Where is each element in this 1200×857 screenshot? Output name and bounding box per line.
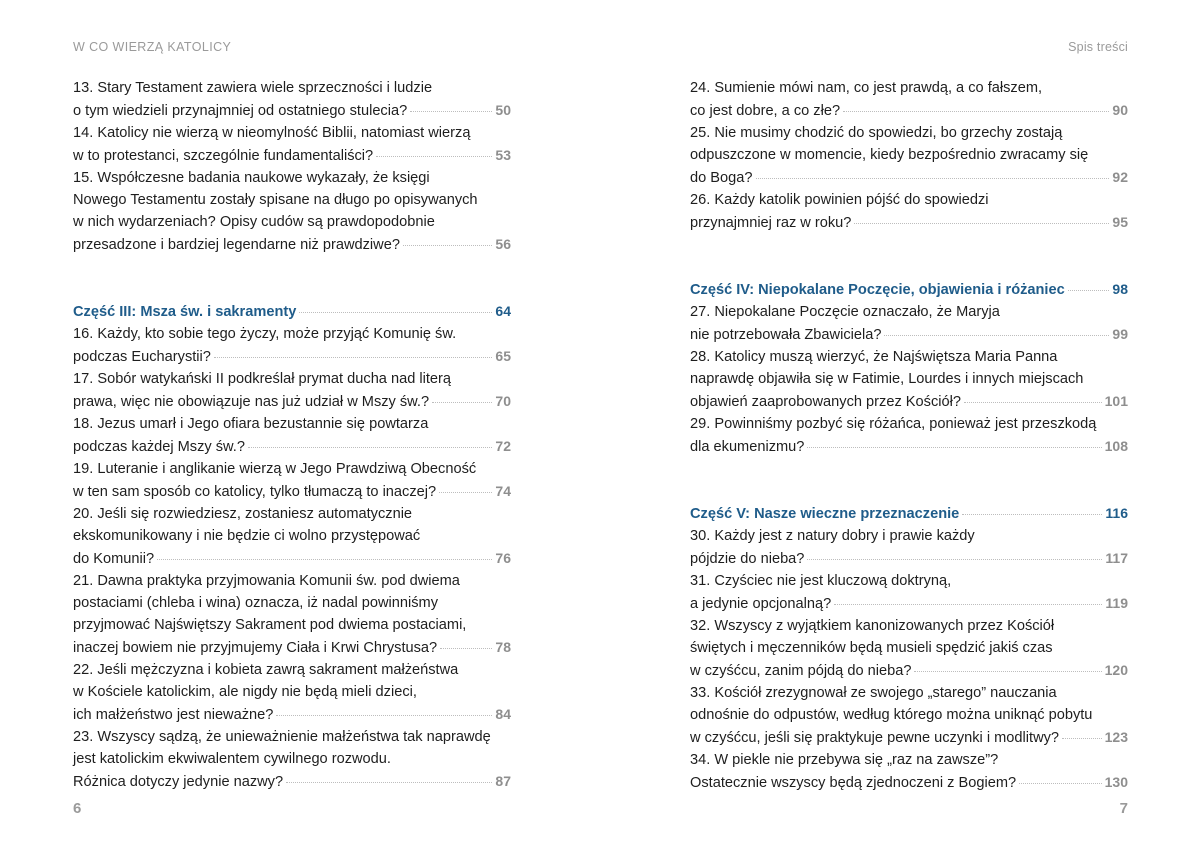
toc-entry[interactable]	[73, 167, 511, 256]
left-page	[73, 0, 511, 857]
toc-page-number: 101	[1104, 393, 1128, 409]
toc-entry-line: Ostatecznie wszyscy będą zjednoczeni z Bogiem?	[690, 775, 1017, 791]
toc-entry-line: odnośnie do odpustów, według którego można uniknąć pobytu	[690, 707, 1093, 723]
dot-leader	[299, 312, 492, 313]
toc-entry-line: postaciami (chleba i wina) oznacza, iż nadal powinniśmy	[73, 595, 439, 611]
toc-entry-last-line	[73, 435, 511, 458]
page-number: 7	[1119, 800, 1128, 817]
dot-leader	[286, 782, 492, 783]
toc-page-number: 70	[495, 393, 511, 409]
toc-entry-line: w Kościele katolickim, ale nigdy nie będą mieli dzieci,	[73, 684, 417, 700]
toc-entry-line: 21. Dawna praktyka przyjmowania Komunii św. pod dwiema	[73, 573, 460, 589]
dot-leader	[843, 111, 1109, 112]
dot-leader	[834, 604, 1102, 605]
toc-page-number: 53	[495, 147, 511, 163]
toc-entry-last-line	[690, 592, 1128, 615]
toc-entry-line: 22. Jeśli mężczyzna i kobieta zawrą sakrament małżeństwa	[73, 662, 459, 678]
toc-page-number: 117	[1105, 550, 1128, 566]
toc-entry-last-line	[690, 323, 1128, 346]
running-head-chapter-title: Spis treści	[1068, 40, 1128, 54]
dot-leader	[214, 357, 493, 358]
toc-entry[interactable]	[690, 749, 1128, 794]
toc-page-number: 65	[495, 348, 511, 364]
toc-entry-line: 31. Czyściec nie jest kluczową doktryną,	[690, 573, 952, 589]
toc-entry-line: 28. Katolicy muszą wierzyć, że Najświętsza Maria Panna	[690, 349, 1058, 365]
toc-entry-last-line	[690, 390, 1128, 413]
dot-leader	[157, 559, 492, 560]
toc-entry[interactable]	[73, 368, 511, 413]
dot-leader	[854, 223, 1109, 224]
dot-leader	[964, 402, 1102, 403]
dot-leader	[914, 671, 1101, 672]
toc-page-number: 98	[1112, 281, 1128, 297]
toc-entry-line: 32. Wszyscy z wyjątkiem kanonizowanych przez Kościół	[690, 618, 1055, 634]
dot-leader	[410, 111, 492, 112]
toc-entry-line: Nowego Testamentu zostały spisane na długo po opisywanych	[73, 192, 478, 208]
toc-entry-line: w czyśćcu, zanim pójdą do nieba?	[690, 663, 912, 679]
toc-entry[interactable]	[690, 615, 1128, 682]
toc-entry-last-line	[73, 144, 511, 167]
section-title: Część V: Nasze wieczne przeznaczenie	[690, 506, 960, 522]
toc-entry-last-line	[690, 659, 1128, 682]
toc-entry-line: podczas każdej Mszy św.?	[73, 439, 245, 455]
toc-entry-line: w to protestanci, szczególnie fundamentaliści?	[73, 148, 374, 164]
dot-leader	[432, 402, 492, 403]
toc-section-heading[interactable]	[690, 502, 1128, 525]
section-title: Część III: Msza św. i sakramenty	[73, 304, 297, 320]
toc-page-number: 95	[1112, 214, 1128, 230]
dot-leader	[1062, 738, 1102, 739]
toc-page-number: 119	[1105, 595, 1128, 611]
toc-page-number: 84	[495, 706, 511, 722]
toc-entry[interactable]	[73, 323, 511, 368]
toc-page-number: 123	[1104, 729, 1128, 745]
toc-entry-line: przesadzone i bardziej legendarne niż prawdziwe?	[73, 237, 400, 253]
toc-page-number: 90	[1112, 102, 1128, 118]
toc-entry[interactable]	[73, 413, 511, 458]
dot-leader	[807, 559, 1102, 560]
toc-page-number: 64	[495, 303, 511, 319]
toc-entry-line: o tym wiedzieli przynajmniej od ostatniego stulecia?	[73, 103, 408, 119]
toc-entry-last-line	[73, 233, 511, 256]
dot-leader	[884, 335, 1109, 336]
toc-entry-line: do Boga?	[690, 170, 753, 186]
toc-entry-line: przynajmniej raz w roku?	[690, 215, 852, 231]
toc-entry-line: objawień zaaprobowanych przez Kościół?	[690, 394, 961, 410]
toc-entry-line: co jest dobre, a co złe?	[690, 103, 841, 119]
toc-entry-last-line	[73, 390, 511, 413]
toc-entry-last-line	[690, 726, 1128, 749]
toc-page-number: 99	[1112, 326, 1128, 342]
dot-leader	[276, 715, 492, 716]
page-number: 6	[73, 800, 82, 817]
toc-entry-last-line	[73, 300, 511, 323]
dot-leader	[403, 245, 492, 246]
toc-entry-line: przyjmować Najświętszy Sakrament pod dwiema postaciami,	[73, 617, 467, 633]
toc-list	[73, 77, 511, 793]
toc-entry-line: 13. Stary Testament zawiera wiele sprzeczności i ludzie	[73, 80, 433, 96]
toc-page-number: 130	[1104, 774, 1128, 790]
toc-page-number: 74	[495, 483, 511, 499]
toc-entry[interactable]	[690, 413, 1128, 458]
toc-entry-line: odpuszczone w momencie, kiedy bezpośrednio zwracamy się	[690, 147, 1089, 163]
toc-entry-last-line	[690, 435, 1128, 458]
dot-leader	[248, 447, 492, 448]
toc-entry-line: 33. Kościół zrezygnował ze swojego „starego” nauczania	[690, 685, 1057, 701]
toc-entry[interactable]	[690, 682, 1128, 749]
toc-entry-line: 29. Powinniśmy pozbyć się różańca, ponieważ jest przeszkodą	[690, 416, 1097, 432]
toc-entry-line: 27. Niepokalane Poczęcie oznaczało, że Maryja	[690, 304, 1000, 320]
dot-leader	[807, 447, 1101, 448]
toc-entry[interactable]	[690, 525, 1128, 570]
toc-entry-last-line	[690, 166, 1128, 189]
toc-entry[interactable]	[690, 77, 1128, 122]
toc-entry-last-line	[73, 636, 511, 659]
toc-entry-line: w nich wydarzeniach? Opisy cudów są prawdopodobnie	[73, 214, 435, 230]
toc-entry[interactable]	[73, 570, 511, 659]
toc-entry-line: Różnica dotyczy jedynie nazwy?	[73, 774, 284, 790]
toc-page-number: 120	[1104, 662, 1128, 678]
toc-entry-line: 24. Sumienie mówi nam, co jest prawdą, a co fałszem,	[690, 80, 1043, 96]
dot-leader	[962, 514, 1102, 515]
toc-list	[690, 77, 1128, 794]
toc-entry-last-line	[73, 480, 511, 503]
toc-entry[interactable]	[73, 659, 511, 726]
toc-entry-line: 19. Luteranie i anglikanie wierzą w Jego Prawdziwą Obecność	[73, 461, 477, 477]
toc-entry-last-line	[73, 547, 511, 570]
toc-entry-last-line	[73, 703, 511, 726]
toc-page-number: 56	[495, 236, 511, 252]
section-title: Część IV: Niepokalane Poczęcie, objawienia i różaniec	[690, 282, 1065, 298]
toc-entry-line: naprawdę objawiła się w Fatimie, Lourdes i innych miejscach	[690, 371, 1084, 387]
toc-entry-line: prawa, więc nie obowiązuje nas już udział w Mszy św.?	[73, 394, 430, 410]
toc-entry-line: 30. Każdy jest z natury dobry i prawie każdy	[690, 528, 975, 544]
running-head-book-title: W CO WIERZĄ KATOLICY	[73, 40, 232, 54]
toc-entry-line: 16. Każdy, kto sobie tego życzy, może przyjąć Komunię św.	[73, 326, 457, 342]
toc-entry-line: 18. Jezus umarł i Jego ofiara bezustannie się powtarza	[73, 416, 429, 432]
toc-entry-line: świętych i męczenników będą musieli spędzić jakiś czas	[690, 640, 1053, 656]
right-page	[690, 0, 1128, 857]
toc-entry-line: 34. W piekle nie przebywa się „raz na zawsze”?	[690, 752, 999, 768]
toc-entry[interactable]	[73, 122, 511, 167]
toc-entry-last-line	[73, 345, 511, 368]
toc-entry[interactable]	[690, 346, 1128, 413]
toc-entry-line: jest katolickim ekwiwalentem cywilnego rozwodu.	[73, 751, 391, 767]
toc-page-number: 72	[495, 438, 511, 454]
toc-entry-line: podczas Eucharystii?	[73, 349, 211, 365]
dot-leader	[440, 648, 492, 649]
dot-leader	[1019, 783, 1102, 784]
toc-entry-line: ekskomunikowany i nie będzie ci wolno przystępować	[73, 528, 421, 544]
toc-entry-line: 23. Wszyscy sądzą, że unieważnienie małżeństwa tak naprawdę	[73, 729, 491, 745]
toc-entry-last-line	[690, 771, 1128, 794]
toc-entry-last-line	[690, 502, 1128, 525]
toc-page-number: 92	[1112, 169, 1128, 185]
toc-entry-line: pójdzie do nieba?	[690, 551, 805, 567]
toc-entry-line: 15. Współczesne badania naukowe wykazały, że księgi	[73, 170, 430, 186]
toc-section-heading[interactable]	[73, 300, 511, 323]
toc-entry-last-line	[690, 211, 1128, 234]
toc-page-number: 116	[1105, 505, 1128, 521]
toc-page-number: 87	[495, 773, 511, 789]
toc-entry[interactable]	[690, 122, 1128, 189]
toc-entry-line: w czyśćcu, jeśli się praktykuje pewne uczynki i modlitwy?	[690, 730, 1060, 746]
toc-page-number: 76	[495, 550, 511, 566]
toc-entry-last-line	[73, 770, 511, 793]
toc-page-number: 108	[1104, 438, 1128, 454]
toc-entry-line: inaczej bowiem nie przyjmujemy Ciała i Krwi Chrystusa?	[73, 640, 438, 656]
toc-section-heading[interactable]	[690, 278, 1128, 301]
toc-entry[interactable]	[690, 570, 1128, 615]
toc-entry-last-line	[73, 99, 511, 122]
toc-entry-line: 14. Katolicy nie wierzą w nieomylność Biblii, natomiast wierzą	[73, 125, 471, 141]
dot-leader	[756, 178, 1110, 179]
toc-entry-line: do Komunii?	[73, 551, 155, 567]
toc-entry-last-line	[690, 99, 1128, 122]
toc-page-number: 50	[495, 102, 511, 118]
toc-entry[interactable]	[73, 458, 511, 503]
toc-entry[interactable]	[690, 301, 1128, 346]
toc-entry-last-line	[690, 547, 1128, 570]
dot-leader	[439, 492, 492, 493]
toc-entry[interactable]	[73, 726, 511, 793]
toc-entry[interactable]	[73, 77, 511, 122]
toc-entry-line: a jedynie opcjonalną?	[690, 596, 832, 612]
dot-leader	[376, 156, 492, 157]
toc-entry-line: 25. Nie musimy chodzić do spowiedzi, bo grzechy zostają	[690, 125, 1063, 141]
toc-entry-line: w ten sam sposób co katolicy, tylko tłumaczą to inaczej?	[73, 484, 437, 500]
toc-entry-line: 26. Każdy katolik powinien pójść do spowiedzi	[690, 192, 989, 208]
dot-leader	[1068, 290, 1110, 291]
toc-entry-last-line	[690, 278, 1128, 301]
toc-entry-line: 20. Jeśli się rozwiedziesz, zostaniesz automatycznie	[73, 506, 413, 522]
toc-entry-line: dla ekumenizmu?	[690, 439, 805, 455]
toc-entry[interactable]	[690, 189, 1128, 234]
toc-entry-line: ich małżeństwo jest nieważne?	[73, 707, 274, 723]
toc-entry[interactable]	[73, 503, 511, 570]
toc-entry-line: 17. Sobór watykański II podkreślał prymat ducha nad literą	[73, 371, 452, 387]
toc-entry-line: nie potrzebowała Zbawiciela?	[690, 327, 882, 343]
toc-page-number: 78	[495, 639, 511, 655]
